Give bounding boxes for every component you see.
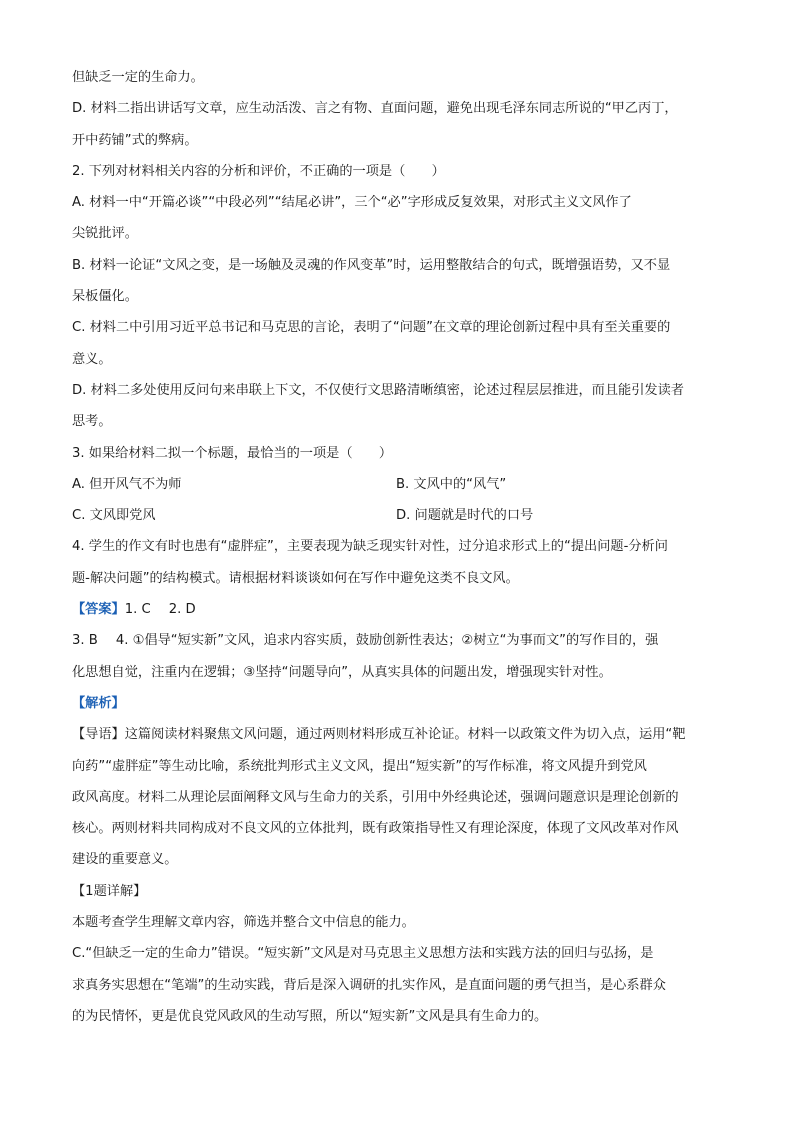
option-c-cont: 意义。: [72, 351, 112, 367]
answer-4-cont: 化思想自觉，注重内在逻辑；③坚持“问题导向”，从真实具体的问题出发，增强现实针对性。: [72, 664, 612, 680]
detail-text: 本题考查学生理解文章内容，筛选并整合文中信息的能力。: [72, 915, 415, 931]
text-line: 开中药铺”式的弊病。: [72, 132, 198, 148]
detail-heading: 【1题详解】: [72, 883, 147, 899]
options-row-2: [72, 500, 724, 531]
answer-tag: 【答案】: [72, 602, 125, 618]
guide-text: 核心。两则材料共同构成对不良文风的立体批判，既有政策指导性又有理论深度，体现了文风改革对作风: [72, 821, 679, 837]
analysis-tag: 【解析】: [72, 695, 125, 711]
option-a: A. 但开风气不为师: [72, 476, 182, 492]
detail-text: 求真务实思想在“笔端”的生动实践，背后是深入调研的扎实作风，是直面问题的勇气担当，是心系群众: [72, 977, 666, 993]
answer-3: 3. B: [72, 633, 98, 649]
option-c: C. 材料二中引用习近平总书记和马克思的言论，表明了“问题”在文章的理论创新过程中具有至关重要的: [72, 320, 671, 336]
question-3: 3. 如果给材料二拟一个标题，最恰当的一项是（ ）: [72, 445, 393, 461]
option-a-cont: 尖锐批评。: [72, 226, 138, 242]
answer-line-2: [72, 625, 724, 656]
option-b-cont: 呆板僵化。: [72, 289, 138, 305]
question-2: 2. 下列对材料相关内容的分析和评价，不正确的一项是（ ）: [72, 163, 445, 179]
option-a: A. 材料一中“开篇必谈”“中段必列”“结尾必讲”，三个“必”字形成反复效果，对形式主义文风作了: [72, 195, 632, 211]
text-line: 但缺乏一定的生命力。: [72, 70, 204, 85]
option-d: D. 问题就是时代的口号: [396, 508, 534, 524]
guide-text: 政风高度。材料二从理论层面阐释文风与生命力的关系，引用中外经典论述，强调问题意识是理论创新的: [72, 789, 679, 805]
detail-text: 的为民情怀，更是优良党风政风的生动写照，所以“短实新”文风是具有生命力的。: [72, 1008, 548, 1024]
answer-2: 2. D: [168, 602, 196, 618]
answer-1: 1. C: [124, 602, 151, 618]
option-b: B. 文风中的“风气”: [396, 476, 507, 492]
options-row-1: [72, 469, 724, 500]
option-d: D. 材料二多处使用反问句来串联上下文，不仅使行文思路清晰缜密，论述过程层层推进，而且能引发读者: [72, 382, 684, 398]
option-c: C. 文风即党风: [72, 508, 156, 524]
guide-text: 向药”“虚胖症”等生动比喻，系统批判形式主义文风，提出“短实新”的写作标准，将文风提升到党风: [72, 758, 647, 774]
question-4-cont: 题-解决问题”的结构模式。请根据材料谈谈如何在写作中避免这类不良文风。: [72, 570, 519, 586]
option-d-cont: 思考。: [72, 414, 112, 430]
guide-text: 【导语】这篇阅读材料聚焦文风问题，通过两则材料形成互补论证。材料一以政策文件为切入点，运用“靶: [72, 727, 686, 743]
detail-text: C.“但缺乏一定的生命力”错误。“短实新”文风是对马克思主义思想方法和实践方法的回归与弘扬，是: [72, 946, 654, 962]
guide-text: 建设的重要意义。: [72, 852, 178, 868]
text-line: D. 材料二指出讲话写文章，应生动活泼、言之有物、直面问题，避免出现毛泽东同志所说的“甲乙丙丁，: [72, 101, 678, 117]
answer-line: [72, 594, 724, 625]
answer-4: 4. ①倡导“短实新”文风，追求内容实质，鼓励创新性表达；②树立“为事而文”的写作目的，强: [115, 633, 659, 649]
option-b: B. 材料一论证“文风之变，是一场触及灵魂的作风变革”时，运用整散结合的句式，既增强语势，又不显: [72, 257, 671, 273]
document-page: [72, 62, 724, 1032]
question-4: 4. 学生的作文有时也患有“虚胖症”，主要表现为缺乏现实针对性，过分追求形式上的“提出问题-分析问: [72, 539, 668, 555]
